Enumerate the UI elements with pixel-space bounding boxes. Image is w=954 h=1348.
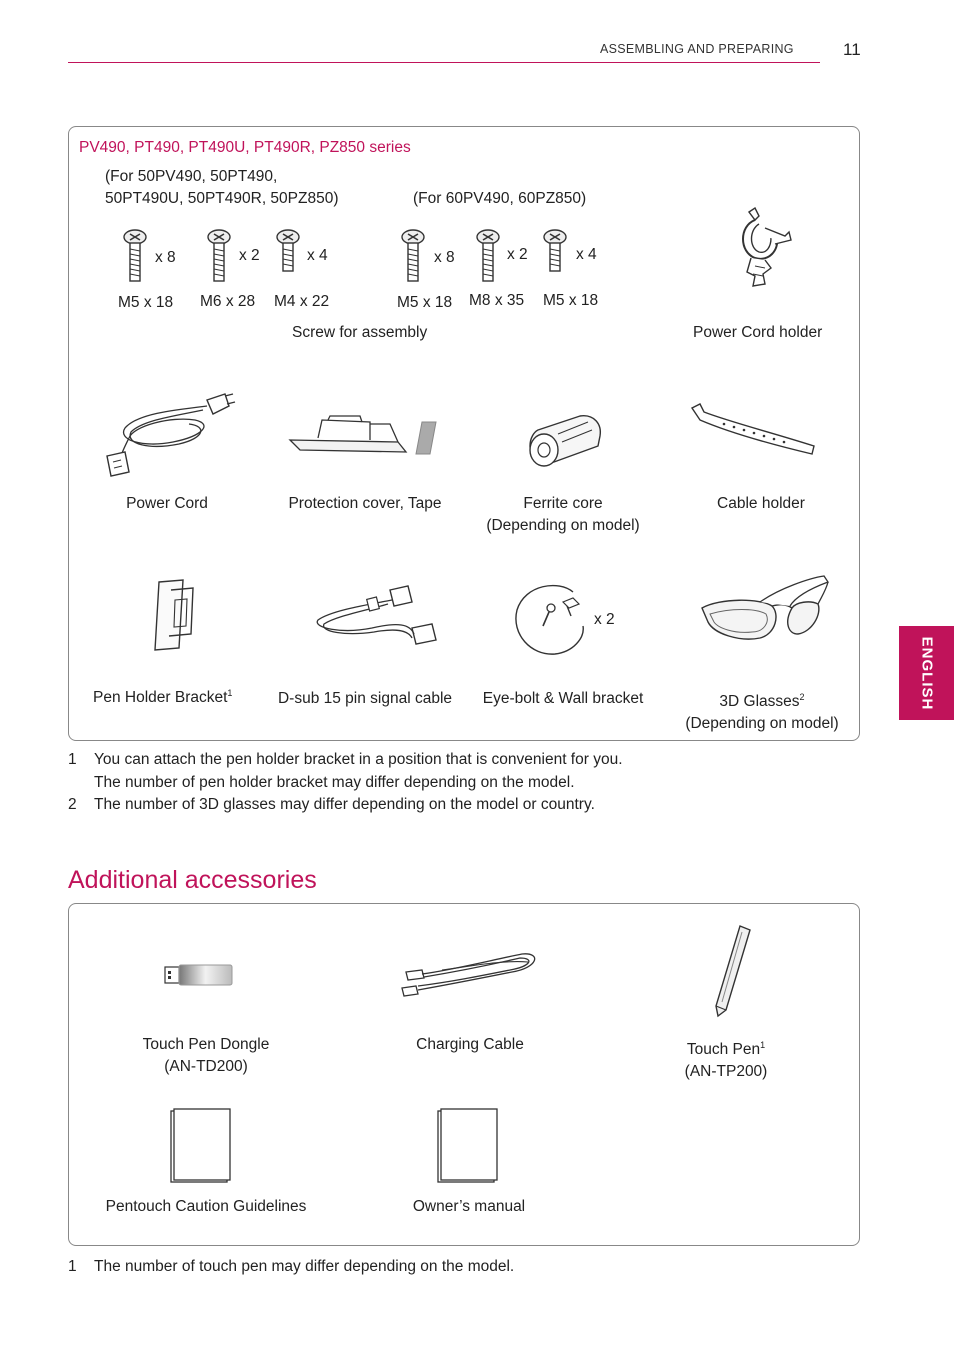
group1-note-line1: (For 50PV490, 50PT490,: [105, 168, 278, 185]
touch-pen-line2: (AN-TP200): [684, 1063, 768, 1081]
language-tab-label: ENGLISH: [918, 636, 935, 710]
screw-icon: [207, 228, 231, 284]
dongle-line1: Touch Pen Dongle: [142, 1036, 270, 1053]
owners-manual-label: Owner’s manual: [412, 1198, 526, 1215]
screw-size: M4 x 22: [274, 293, 330, 310]
header-section-title: ASSEMBLING AND PREPARING: [600, 42, 794, 56]
group2-note: (For 60PV490, 60PZ850): [413, 190, 587, 207]
screw-size: M8 x 35: [469, 292, 525, 309]
document-icon: [437, 1108, 499, 1184]
group1-note: [105, 166, 339, 210]
usb-dongle-icon: [164, 964, 234, 986]
screw-icon: [476, 228, 500, 284]
eyebolt-label: Eye-bolt & Wall bracket: [482, 690, 644, 707]
footnote-text: [94, 749, 623, 794]
screw-qty: x 8: [155, 249, 176, 266]
3d-glasses-text: 3D Glasses: [719, 693, 800, 711]
dongle-line2: (AN-TD200): [164, 1058, 248, 1075]
footnote-line: The number of pen holder bracket may differ depending on the model.: [94, 773, 575, 791]
header-rule: [68, 62, 820, 63]
footnote-marker: 1: [227, 688, 233, 698]
page-number: 11: [843, 40, 861, 59]
screw-size: M5 x 18: [397, 294, 453, 311]
footnote-number: 2: [68, 796, 77, 813]
eyebolt-qty: x 2: [594, 611, 615, 628]
footnote-marker: 2: [799, 692, 805, 702]
screw-icon: [123, 228, 147, 284]
power-cord-label: Power Cord: [126, 495, 208, 512]
group1-note-line2: 50PT490U, 50PT490R, 50PZ850): [105, 190, 339, 207]
ferrite-core-label: [468, 493, 658, 537]
footnote-number: 1: [68, 1258, 77, 1275]
screw-qty: x 2: [507, 246, 528, 263]
power-cord-holder-icon: [735, 206, 795, 288]
document-icon: [170, 1108, 232, 1184]
footnote-marker: 1: [760, 1040, 766, 1050]
screw-qty: x 4: [576, 246, 597, 263]
screw-qty: x 8: [434, 249, 455, 266]
screw-qty: x 2: [239, 247, 260, 264]
screw-size: M5 x 18: [543, 292, 599, 309]
charging-cable-label: Charging Cable: [416, 1036, 524, 1053]
3d-glasses-line2: (Depending on model): [685, 715, 839, 733]
touch-pen-label: [664, 1034, 788, 1083]
footnote-line: You can attach the pen holder bracket in a position that is convenient for you.: [94, 751, 623, 768]
touch-pen-icon: [712, 924, 754, 1018]
touch-pen-text: Touch Pen: [686, 1041, 761, 1059]
pen-holder-bracket-text: Pen Holder Bracket: [93, 689, 228, 707]
screw-qty: x 4: [307, 247, 328, 264]
pen-holder-bracket-label: [93, 688, 232, 707]
screw-icon: [543, 228, 567, 274]
dongle-label: [126, 1034, 286, 1078]
ferrite-core-line1: Ferrite core: [523, 495, 603, 512]
protection-cover-icon: [288, 412, 444, 462]
screw-size: M6 x 28: [200, 293, 256, 310]
cable-holder-label: Cable holder: [717, 495, 805, 512]
dsub-cable-label: D-sub 15 pin signal cable: [277, 690, 453, 707]
ferrite-core-line2: (Depending on model): [486, 517, 640, 534]
screw-icon: [276, 228, 300, 274]
dsub-cable-icon: [312, 584, 438, 650]
footnote-number: 1: [68, 751, 77, 768]
eyebolt-icon: [511, 578, 591, 658]
section-title: Additional accessories: [68, 866, 317, 894]
screw-icon: [401, 228, 425, 284]
power-cord-holder-label: Power Cord holder: [693, 324, 823, 341]
footnote-text: The number of 3D glasses may differ depending on the model or country.: [94, 796, 595, 813]
footnote-text: The number of touch pen may differ depending on the model.: [94, 1258, 515, 1275]
screw-caption: Screw for assembly: [292, 324, 428, 341]
series-title: PV490, PT490, PT490U, PT490R, PZ850 series: [79, 139, 411, 156]
protection-cover-label: Protection cover, Tape: [288, 495, 442, 512]
ferrite-core-icon: [522, 410, 606, 472]
3d-glasses-label: [676, 686, 848, 735]
charging-cable-icon: [402, 950, 542, 998]
screw-size: M5 x 18: [118, 294, 174, 311]
pentouch-label: Pentouch Caution Guidelines: [105, 1198, 307, 1215]
power-cord-icon: [103, 388, 235, 480]
cable-holder-icon: [690, 402, 818, 456]
pen-holder-bracket-icon: [147, 578, 197, 652]
3d-glasses-icon: [700, 574, 830, 654]
language-tab: [899, 626, 954, 720]
